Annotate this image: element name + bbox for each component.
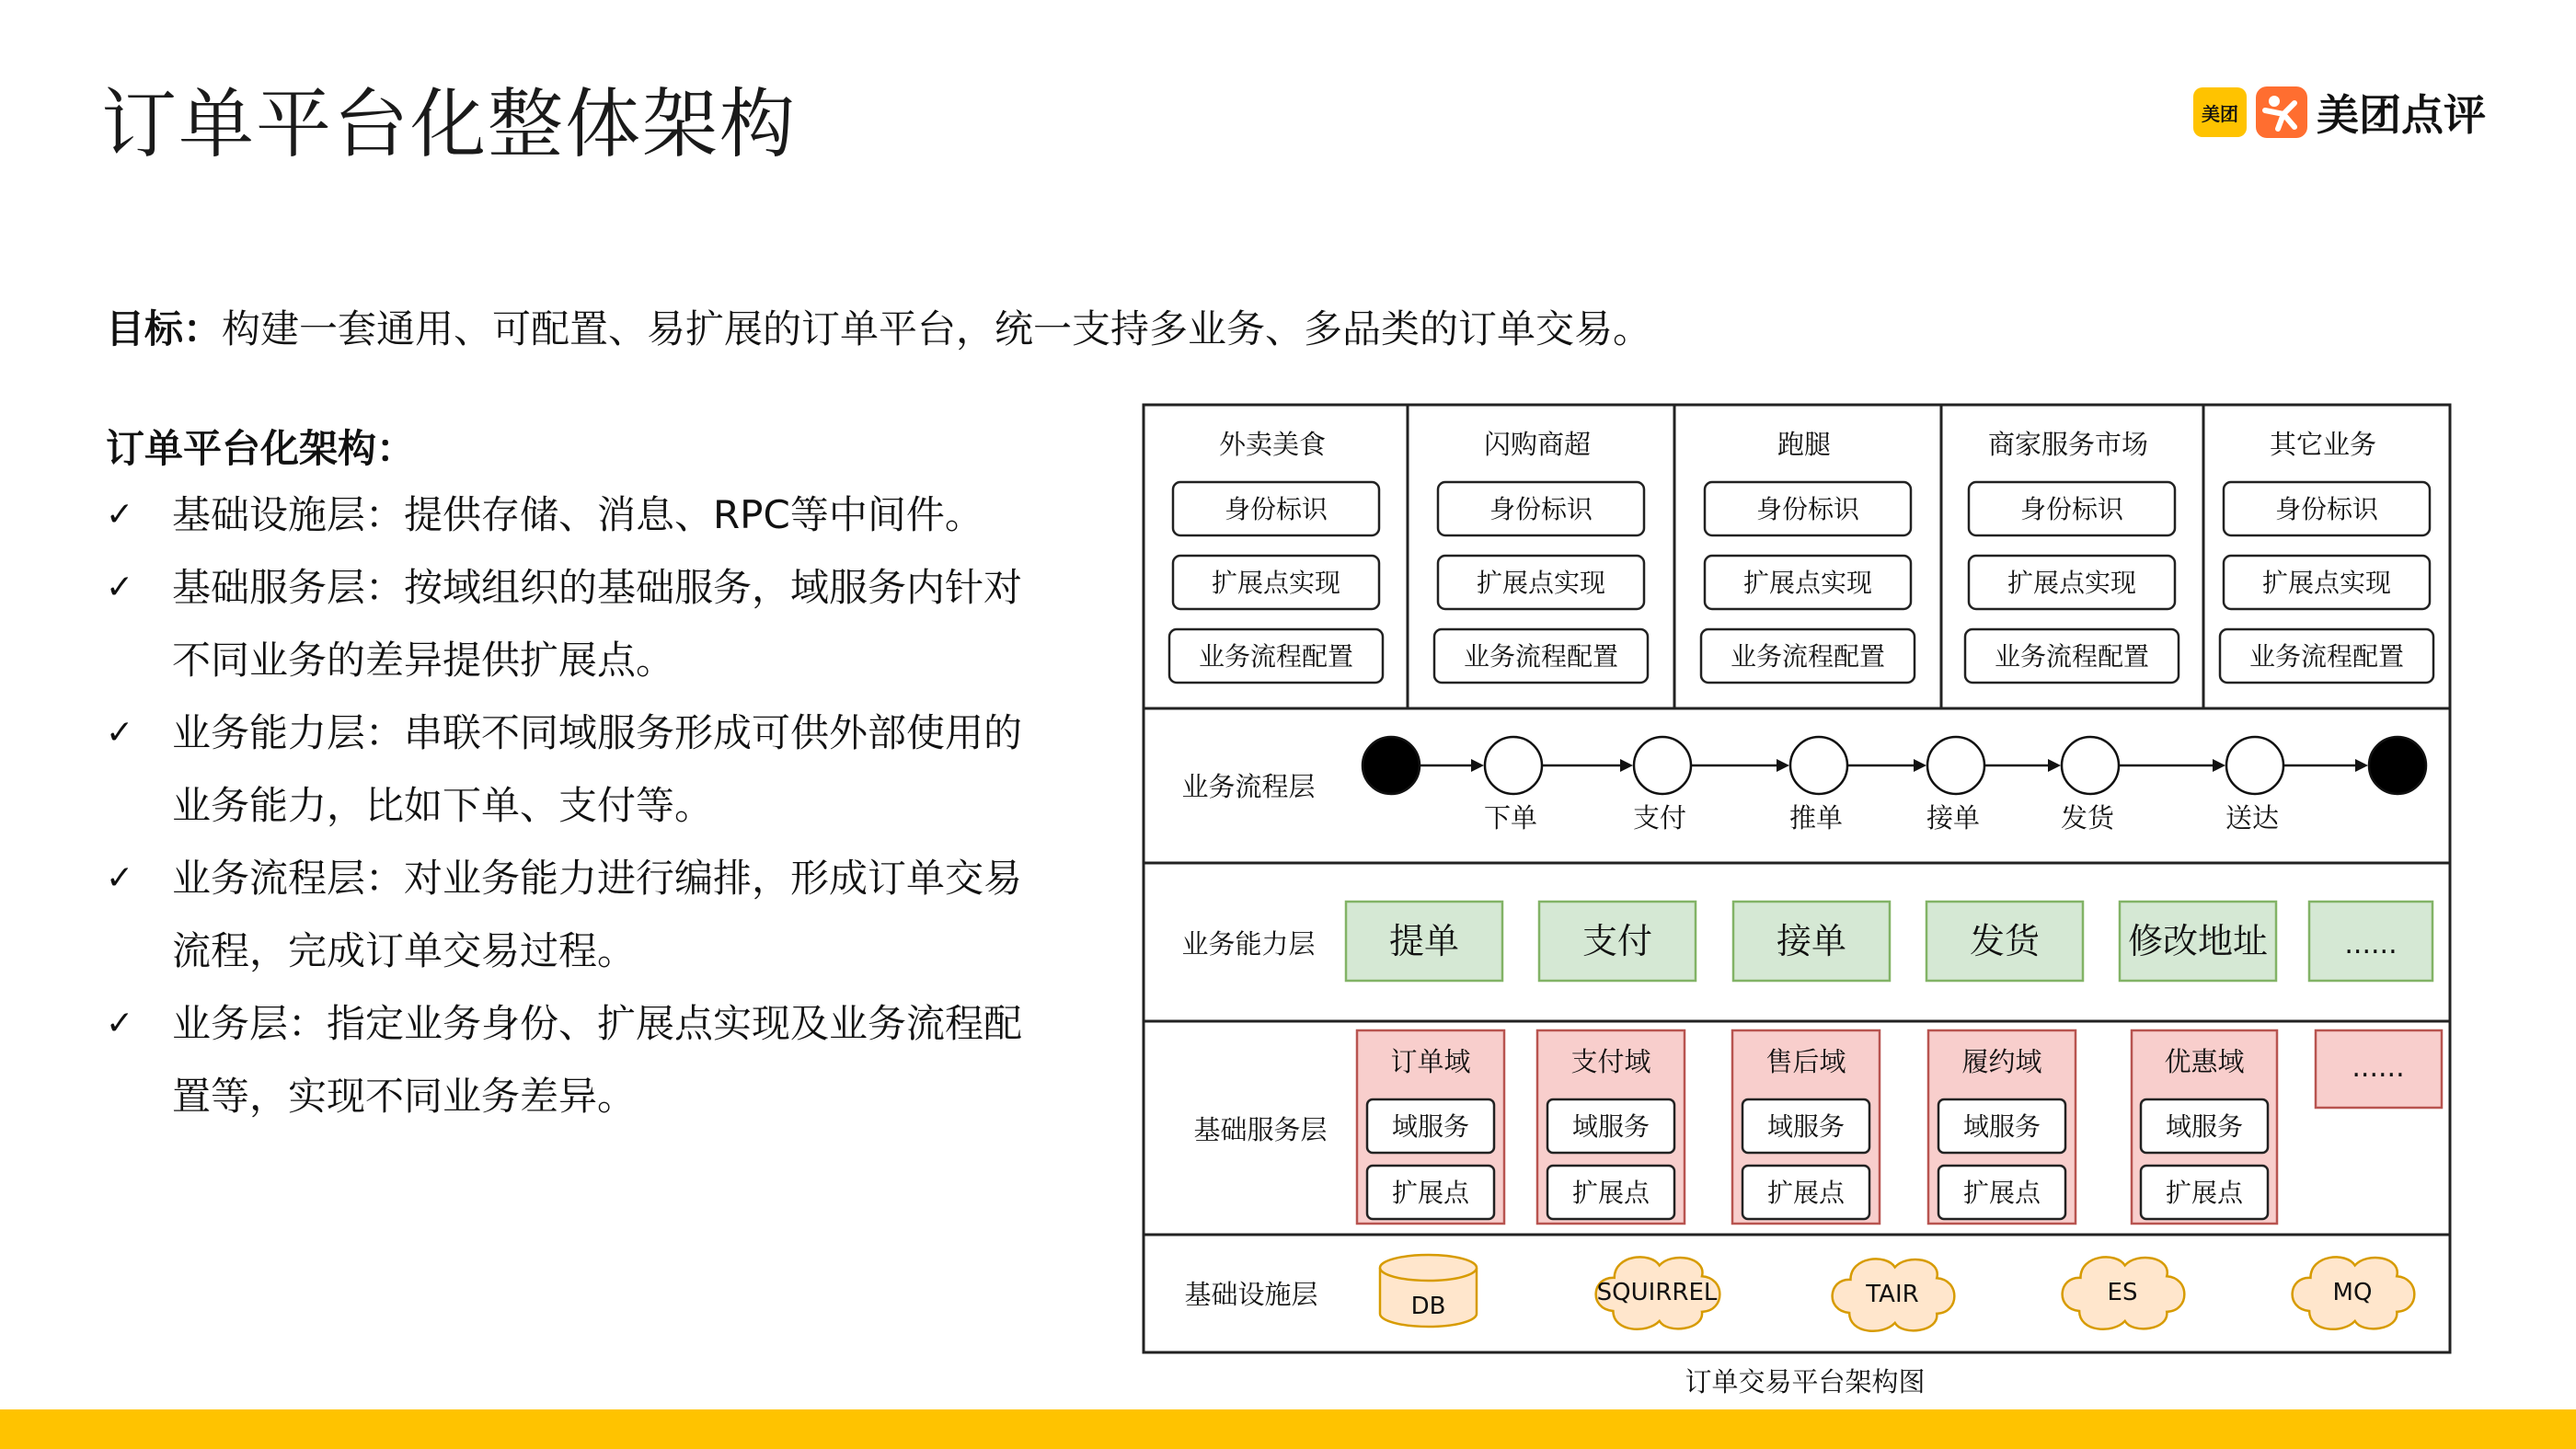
goal-label: 目标： (106, 306, 223, 351)
capability-label: 接单 (1776, 921, 1847, 961)
process-step-node (1634, 737, 1691, 794)
domain-label: 售后域 (1765, 1046, 1846, 1077)
infra-label: SQUIRREL (1596, 1279, 1718, 1306)
check-icon: ✓ (106, 1005, 134, 1042)
arrow-head-icon (1914, 759, 1926, 772)
domain-item-label: 域服务 (1571, 1111, 1650, 1142)
business-item-label: 业务流程配置 (1463, 641, 1619, 672)
process-step-label: 接单 (1926, 802, 1981, 834)
capability-layer-label: 业务能力层 (1181, 928, 1316, 960)
arrow-head-icon (2048, 759, 2061, 772)
domain-label: 支付域 (1570, 1046, 1651, 1077)
capability-label: ...... (2344, 928, 2398, 960)
process-step-label: 送达 (2225, 802, 2280, 834)
capability-layer (1181, 902, 2432, 981)
arrow-head-icon (2355, 759, 2368, 772)
bullet-text: 业务层：指定业务身份、扩展点实现及业务流程配置等，实现不同业务差异。 (172, 1001, 1023, 1119)
domain-item-label: 扩展点 (2165, 1178, 2244, 1208)
check-icon: ✓ (106, 569, 134, 606)
domain-group (1537, 1030, 1685, 1224)
business-item-label: 扩展点实现 (1476, 568, 1606, 598)
process-layer-label: 业务流程层 (1181, 771, 1316, 802)
business-column (1965, 429, 2179, 683)
infra-layer (1184, 1255, 2414, 1331)
domain-item-label: 扩展点 (1571, 1178, 1650, 1208)
business-name: 外卖美食 (1218, 429, 1327, 460)
business-item-label: 扩展点实现 (2007, 568, 2137, 598)
domain-item-label: 域服务 (1391, 1111, 1470, 1142)
process-step-label: 下单 (1483, 802, 1538, 834)
capability-label: 发货 (1969, 921, 2041, 961)
business-item-label: 业务流程配置 (1730, 641, 1886, 672)
business-name: 跑腿 (1777, 429, 1832, 460)
check-icon: ✓ (106, 496, 134, 534)
infra-layer-frame (1144, 1235, 2450, 1352)
domain-group (1732, 1030, 1880, 1224)
terminal-node (2369, 737, 2426, 794)
infra-label: ES (2107, 1279, 2138, 1306)
service-layer (1193, 1030, 2442, 1224)
brand-name: 美团点评 (2317, 90, 2486, 140)
business-item-label: 身份标识 (2019, 494, 2124, 524)
slide-title: 订单平台化整体架构 (101, 81, 798, 168)
domain-group (1928, 1030, 2076, 1224)
business-item-label: 业务流程配置 (2248, 641, 2405, 672)
process-step-node (1485, 737, 1542, 794)
capability-label: 修改地址 (2127, 921, 2269, 961)
check-icon: ✓ (106, 714, 134, 752)
process-step-node (1790, 737, 1847, 794)
capability-label: 支付 (1581, 921, 1653, 961)
arrow-head-icon (1777, 759, 1789, 772)
business-item-label: 扩展点实现 (1742, 568, 1873, 598)
service-layer-label: 基础服务层 (1193, 1114, 1328, 1145)
infra-label: DB (1410, 1293, 1446, 1320)
process-layer (1181, 737, 2426, 834)
capability-label: 提单 (1388, 921, 1460, 961)
business-item-label: 身份标识 (1755, 494, 1860, 524)
infra-layer-label: 基础设施层 (1184, 1279, 1318, 1310)
bottom-accent-bar (0, 1409, 2576, 1449)
business-columns (1169, 429, 2433, 683)
business-column (1434, 429, 1648, 683)
domain-item-label: 域服务 (1962, 1111, 2041, 1142)
meituan-badge: 美团 (2193, 87, 2247, 137)
business-item-label: 身份标识 (1224, 494, 1328, 524)
business-column (2220, 429, 2433, 683)
domain-item-label: 域服务 (2165, 1111, 2244, 1142)
bullet-text: 基础服务层：按域组织的基础服务，域服务内针对不同业务的差异提供扩展点。 (172, 565, 1023, 683)
architecture-heading: 订单平台化架构： (106, 426, 416, 471)
business-item-label: 业务流程配置 (1198, 641, 1354, 672)
arrow-head-icon (1620, 759, 1633, 772)
check-icon: ✓ (106, 859, 134, 897)
domain-item-label: 扩展点 (1766, 1178, 1846, 1208)
domain-item-label: 扩展点 (1391, 1178, 1470, 1208)
goal-text: 构建一套通用、可配置、易扩展的订单平台，统一支持多业务、多品类的订单交易。 (222, 306, 1652, 351)
domain-label: 履约域 (1961, 1046, 2042, 1077)
domain-more-label: ...... (2352, 1052, 2405, 1084)
process-step-label: 支付 (1632, 802, 1687, 834)
business-column (1701, 429, 1915, 683)
domain-label: 订单域 (1390, 1046, 1471, 1077)
infra-label: MQ (2332, 1279, 2373, 1306)
terminal-node (1363, 737, 1420, 794)
bullet-text: 业务能力层：串联不同域服务形成可供外部使用的业务能力，比如下单、支付等。 (172, 710, 1023, 828)
bullet-text: 基础设施层：提供存储、消息、RPC等中间件。 (172, 492, 983, 537)
domain-group (1357, 1030, 1504, 1224)
database-top (1380, 1255, 1477, 1281)
process-step-node (2226, 737, 2283, 794)
bullet-text: 业务流程层：对业务能力进行编排，形成订单交易流程，完成订单交易过程。 (172, 856, 1023, 973)
business-item-label: 身份标识 (2274, 494, 2379, 524)
process-step-node (1927, 737, 1984, 794)
business-item-label: 身份标识 (1489, 494, 1593, 524)
infra-label: TAIR (1866, 1281, 1919, 1308)
domain-item-label: 域服务 (1766, 1111, 1846, 1142)
domain-group (2132, 1030, 2277, 1224)
business-item-label: 扩展点实现 (2261, 568, 2392, 598)
diagram-caption: 订单交易平台架构图 (1685, 1366, 1926, 1397)
business-item-label: 业务流程配置 (1994, 641, 2150, 672)
business-column (1169, 429, 1383, 683)
business-name: 闪购商超 (1483, 429, 1592, 460)
arrow-head-icon (1471, 759, 1484, 772)
process-step-label: 发货 (2060, 802, 2115, 834)
business-item-label: 扩展点实现 (1211, 568, 1341, 598)
domain-label: 优惠域 (2164, 1046, 2245, 1077)
business-name: 商家服务市场 (1987, 429, 2149, 460)
process-step-label: 推单 (1788, 802, 1844, 834)
arrow-head-icon (2213, 759, 2225, 772)
domain-item-label: 扩展点 (1962, 1178, 2041, 1208)
process-step-node (2062, 737, 2119, 794)
business-name: 其它业务 (2269, 429, 2377, 460)
